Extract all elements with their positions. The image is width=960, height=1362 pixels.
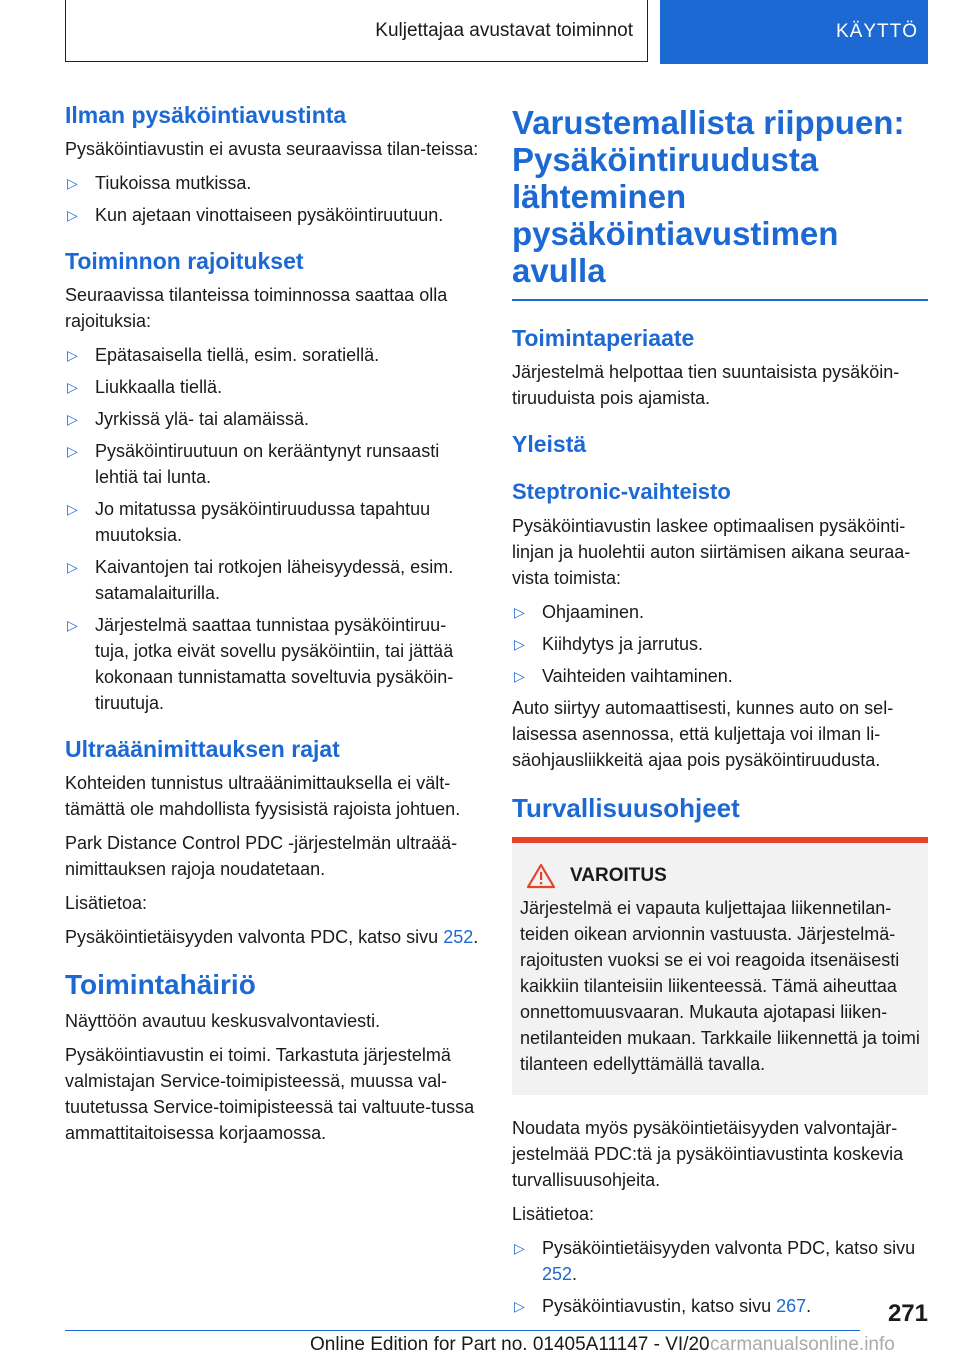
paragraph: Pysäköintietäisyyden valvonta PDC, katso sivu 252. bbox=[65, 927, 479, 947]
page-number: 271 bbox=[887, 1300, 928, 1327]
triangle-bullet-icon: ▷ bbox=[514, 668, 525, 684]
page-link[interactable]: 267 bbox=[776, 1296, 807, 1316]
triangle-bullet-icon: ▷ bbox=[67, 617, 78, 633]
watermark: carmanualsonline.info bbox=[710, 1334, 895, 1355]
section-title-safety: Turvallisuusohjeet bbox=[512, 793, 740, 823]
list-item: ▷ Kiihdytys ja jarrutus. bbox=[512, 631, 928, 657]
warning-box bbox=[512, 837, 928, 1095]
list-item: ▷ Epätasaisella tiellä, esim. soratiellä. bbox=[65, 342, 480, 368]
list-item: ▷ Järjestelmä saattaa tunnistaa pysäköintiruu-tuja, jotka eivät sovellu pysäköintiin, tai jättää kokonaan tunnistamatta soveltuvia pysäköin-tiruutuja. bbox=[65, 612, 480, 716]
paragraph: Lisätietoa: bbox=[65, 893, 148, 913]
bullet-list bbox=[65, 170, 480, 228]
warning-heading bbox=[520, 863, 920, 889]
triangle-bullet-icon: ▷ bbox=[67, 501, 78, 517]
triangle-bullet-icon: ▷ bbox=[514, 604, 525, 620]
triangle-bullet-icon: ▷ bbox=[67, 559, 78, 575]
list-item: ▷ Tiukoissa mutkissa. bbox=[65, 170, 480, 196]
triangle-bullet-icon: ▷ bbox=[67, 207, 78, 223]
list-item: ▷ Liukkaalla tiellä. bbox=[65, 374, 480, 400]
paragraph: Järjestelmä helpottaa tien suuntaisista pysäköin-tiruuduista pois ajamista. bbox=[512, 362, 900, 408]
bullet-list bbox=[65, 342, 480, 716]
section-title-principle: Toimintaperiaate bbox=[512, 325, 695, 351]
paragraph: Lisätietoa: bbox=[512, 1204, 595, 1224]
list-item: ▷ Pysäköintiavustin, katso sivu 267. bbox=[512, 1293, 928, 1319]
header-section-title: Kuljettajaa avustavat toiminnot bbox=[65, 0, 648, 62]
triangle-bullet-icon: ▷ bbox=[514, 1298, 525, 1314]
list-item: ▷ Kaivantojen tai rotkojen läheisyydessä, esim. satamalaiturilla. bbox=[65, 554, 480, 606]
section-title-limitations: Toiminnon rajoitukset bbox=[65, 248, 304, 274]
warning-title: VAROITUS bbox=[570, 865, 667, 886]
list-item: ▷ Jo mitatussa pysäköintiruudussa tapahtuu muutoksia. bbox=[65, 496, 480, 548]
section-title-general: Yleistä bbox=[512, 431, 587, 457]
bullet-list bbox=[512, 1235, 928, 1319]
paragraph: Kohteiden tunnistus ultraäänimittauksella ei vält-tämättä ole mahdollista fyysisistä rajoista johtuen. bbox=[65, 773, 461, 819]
paragraph: Näyttöön avautuu keskusvalvontaviesti. bbox=[65, 1011, 381, 1031]
warning-text: Järjestelmä ei vapauta kuljettajaa liikennetilan-teiden oikean arvionnin vastuusta. Järjestelmä-rajoitusten vuoksi se ei voi reagoida itsenäisesti kaikkiin tilanteisiin liikenteessä. Tämä aiheuttaa onnettomuusvaaran. Mukauta ajotapasi liiken-netilanteiden mukaan. Tarkkaile liikennettä ja toimi tilanteen edellyttämällä tavalla. bbox=[520, 898, 920, 1074]
triangle-bullet-icon: ▷ bbox=[67, 443, 78, 459]
list-item: ▷ Ohjaaminen. bbox=[512, 599, 928, 625]
section-title-malfunction: Toimintahäiriö bbox=[65, 969, 256, 1000]
paragraph: Seuraavissa tilanteissa toiminnossa saattaa olla rajoituksia: bbox=[65, 285, 448, 331]
footer-divider bbox=[65, 1330, 860, 1331]
paragraph: Auto siirtyy automaattisesti, kunnes auto on sel-laisessa asennossa, että kuljettaja voi ilman li-säohjausliikkeitä ajaa pois pysäköintiruudusta. bbox=[512, 698, 894, 770]
subsection-title-steptronic: Steptronic-vaihteisto bbox=[512, 479, 731, 504]
list-item: ▷ Kun ajetaan vinottaiseen pysäköintiruutuun. bbox=[65, 202, 480, 228]
triangle-bullet-icon: ▷ bbox=[67, 175, 78, 191]
main-title: Varustemallista riippuen: Pysäköintiruudusta lähteminen pysäköintiavustimen avulla bbox=[512, 104, 905, 289]
warning-triangle-icon bbox=[526, 863, 556, 889]
list-item: ▷ Pysäköintiruutuun on kerääntynyt runsaasti lehtiä tai lunta. bbox=[65, 438, 480, 490]
triangle-bullet-icon: ▷ bbox=[514, 1240, 525, 1256]
right-column bbox=[512, 100, 928, 1325]
header-chapter-tab[interactable]: KÄYTTÖ bbox=[660, 0, 928, 64]
page-link[interactable]: 252 bbox=[443, 927, 474, 947]
left-column bbox=[65, 100, 480, 1154]
section-title-ultrasonic: Ultraäänimittauksen rajat bbox=[65, 736, 340, 762]
triangle-bullet-icon: ▷ bbox=[67, 347, 78, 363]
footer-edition: Online Edition for Part no. 01405A11147 - VI/20 bbox=[310, 1334, 710, 1355]
paragraph: Noudata myös pysäköintietäisyyden valvontajär-jestelmää PDC:tä ja pysäköintiavustinta koskevia turvallisuusohjeita. bbox=[512, 1118, 904, 1190]
title-divider bbox=[512, 299, 928, 301]
list-item: ▷ Pysäköintietäisyyden valvonta PDC, katso sivu 252. bbox=[512, 1235, 928, 1287]
page-link[interactable]: 252 bbox=[542, 1264, 573, 1284]
section-title-no-assist: Ilman pysäköintiavustinta bbox=[65, 102, 347, 128]
paragraph: Pysäköintiavustin ei avusta seuraavissa tilan-teissa: bbox=[65, 139, 479, 159]
list-item: ▷ Jyrkissä ylä- tai alamäissä. bbox=[65, 406, 480, 432]
triangle-bullet-icon: ▷ bbox=[67, 411, 78, 427]
paragraph: Park Distance Control PDC -järjestelmän ultraää-nimittauksen rajoja noudatetaan. bbox=[65, 833, 458, 879]
bullet-list bbox=[512, 599, 928, 689]
paragraph: Pysäköintiavustin laskee optimaalisen pysäköinti-linjan ja huolehtii auton siirtämisen aikana seuraa-vista toimista: bbox=[512, 516, 911, 588]
triangle-bullet-icon: ▷ bbox=[514, 636, 525, 652]
page-header bbox=[65, 0, 928, 64]
triangle-bullet-icon: ▷ bbox=[67, 379, 78, 395]
list-item: ▷ Vaihteiden vaihtaminen. bbox=[512, 663, 928, 689]
paragraph: Pysäköintiavustin ei toimi. Tarkastuta järjestelmä valmistajan Service-toimipisteessä, muussa val-tuutetussa Service-toimipisteessä tai valtuute-tussa ammattitaitoisessa korjaamossa. bbox=[65, 1045, 475, 1143]
